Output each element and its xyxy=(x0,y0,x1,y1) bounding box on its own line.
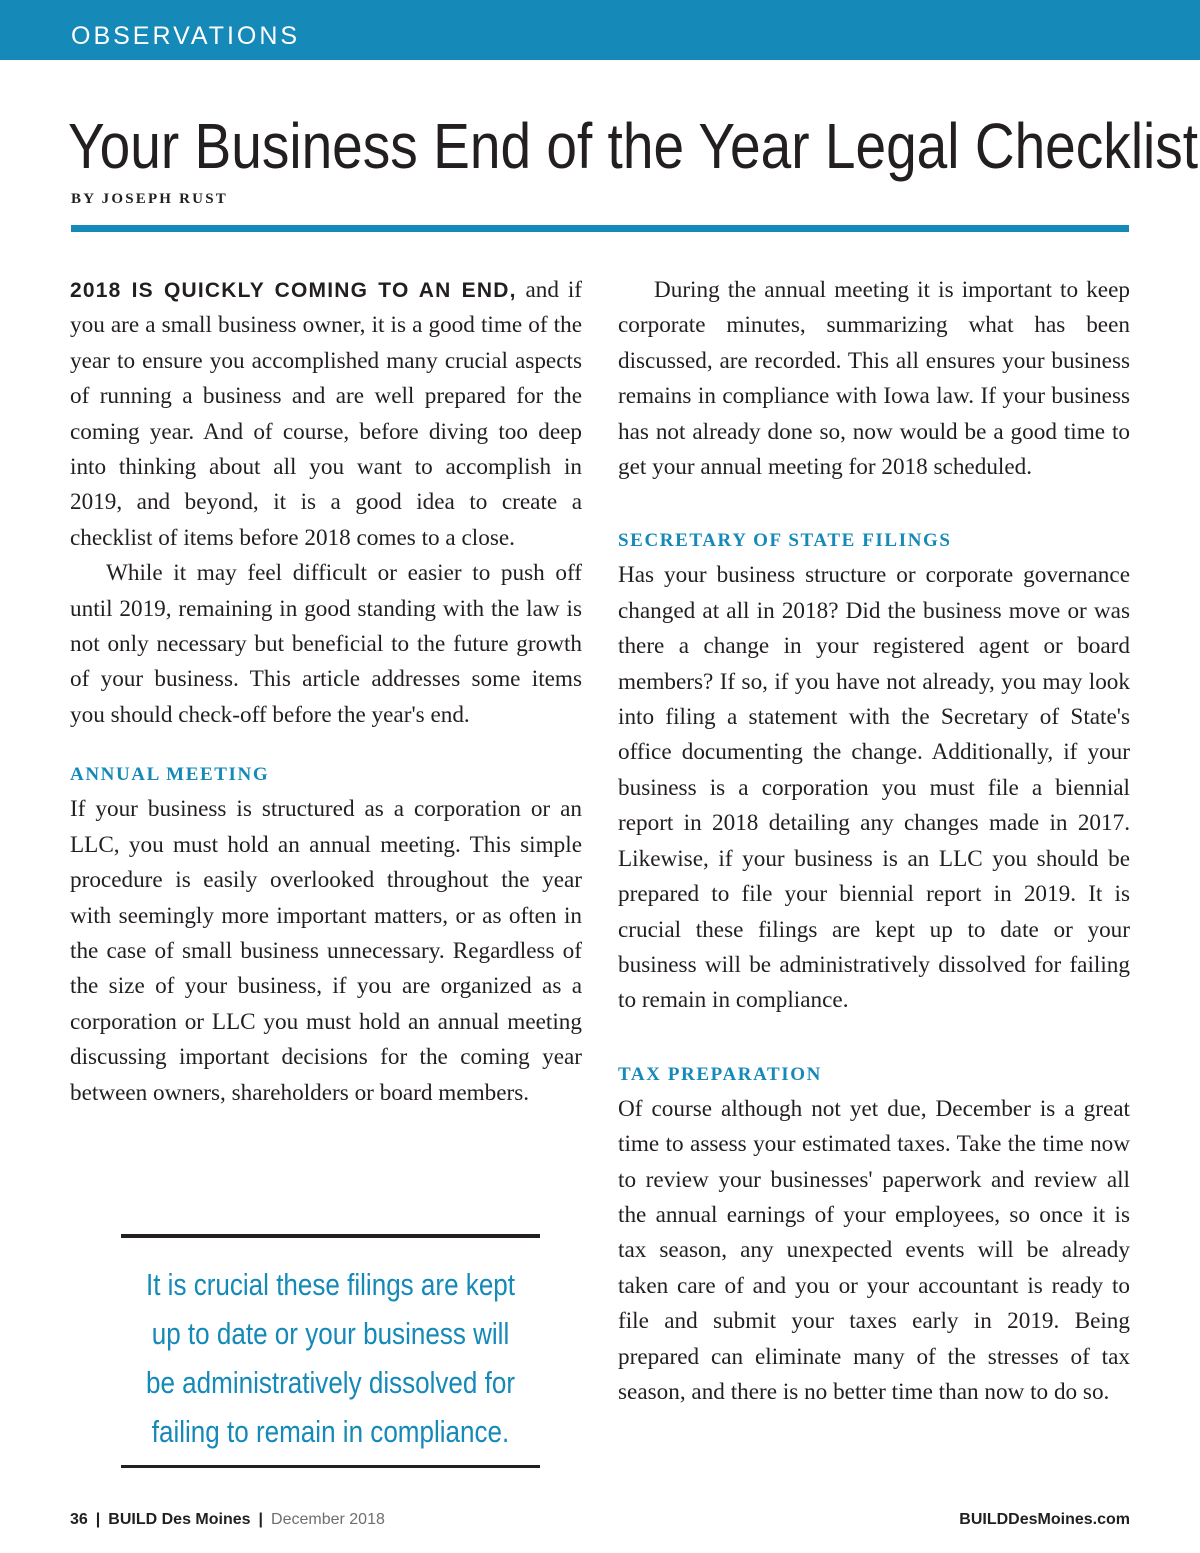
title-divider xyxy=(71,225,1129,232)
pull-quote xyxy=(121,1234,540,1468)
column-left xyxy=(70,273,582,1111)
website-link[interactable]: BUILDDesMoines.com xyxy=(959,1511,1130,1528)
section-header-bar xyxy=(0,0,1200,60)
byline: BY JOSEPH RUST xyxy=(71,191,228,207)
annual-meeting-heading: ANNUAL MEETING xyxy=(70,764,270,786)
pull-quote-text: It is crucial these filings are kept up to date or your business will be administratively dissolved for failing to remain in compliance. xyxy=(145,1267,516,1449)
column-right xyxy=(618,273,1130,1410)
section-label: OBSERVATIONS xyxy=(71,22,301,50)
tax-preparation-paragraph: Of course although not yet due, December is a great time to assess your estimated taxes. Take the time now to review your businesses' paperwork and review all the annual earnings of your employees, so once it is tax season, any unexpected events will be already taken care of and you or your accountant is ready to file and submit your taxes early in 2019. Being prepared can eliminate many of the stresses of tax season, and there is no better time than now to do so. xyxy=(618,1095,1130,1405)
footer-separator: | xyxy=(95,1511,101,1528)
secretary-of-state-paragraph: Has your business structure or corporate governance changed at all in 2018? Did the business move or was there a change in your registered agent or board members? If so, if you have not already, you may look into filing a statement with the Secretary of State's office documenting the change. Additionally, if your business is a corporation you must file a biennial report in 2018 detailing any changes made in 2017. Likewise, if your business is an LLC you should be prepared to file your biennial report in 2019. It is crucial these filings are kept up to date or your business will be administratively dissolved for failing to remain in compliance. xyxy=(618,562,1130,1014)
issue-date: December 2018 xyxy=(271,1511,385,1528)
page-footer xyxy=(70,1508,1130,1532)
lead-in: 2018 IS QUICKLY COMING TO AN END, xyxy=(70,279,517,302)
paragraph-2: While it may feel difficult or easier to push off until 2019, remaining in good standing with the law is not only necessary but beneficial to the future growth of your business. This article addresses some items you should check-off before the year's end. xyxy=(70,560,582,728)
intro-paragraph xyxy=(70,273,582,556)
footer-left xyxy=(70,1508,385,1532)
page-number: 36 xyxy=(70,1511,88,1528)
article-title: Your Business End of the Year Legal Checklist xyxy=(68,110,1199,182)
footer-separator: | xyxy=(258,1511,264,1528)
annual-meeting-paragraph-2: During the annual meeting it is important to keep corporate minutes, summarizing what has been discussed, are recorded. This all ensures your business remains in compliance with Iowa law. If your business has not already done so, now would be a good time to get your annual meeting for 2018 scheduled. xyxy=(618,277,1130,481)
secretary-of-state-heading: SECRETARY OF STATE FILINGS xyxy=(618,530,952,552)
publication-name: BUILD Des Moines xyxy=(108,1511,251,1528)
intro-text: and if you are a small business owner, it is a good time of the year to ensure you accomplished many crucial aspects of running a business and are well prepared for the coming year. And of course, before diving too deep into thinking about all you want to accomplish in 2019, and beyond, it is a good idea to create a checklist of items before 2018 comes to a close. xyxy=(70,277,582,551)
annual-meeting-paragraph: If your business is structured as a corporation or an LLC, you must hold an annual meeting. This simple procedure is easily overlooked throughout the year with seemingly more important matters, or as often in the case of small business unnecessary. Regardless of the size of your business, if you are organized as a corporation or LLC you must hold an annual meeting discussing important decisions for the coming year between owners, shareholders or board members. xyxy=(70,796,582,1106)
tax-preparation-heading: TAX PREPARATION xyxy=(618,1063,822,1085)
